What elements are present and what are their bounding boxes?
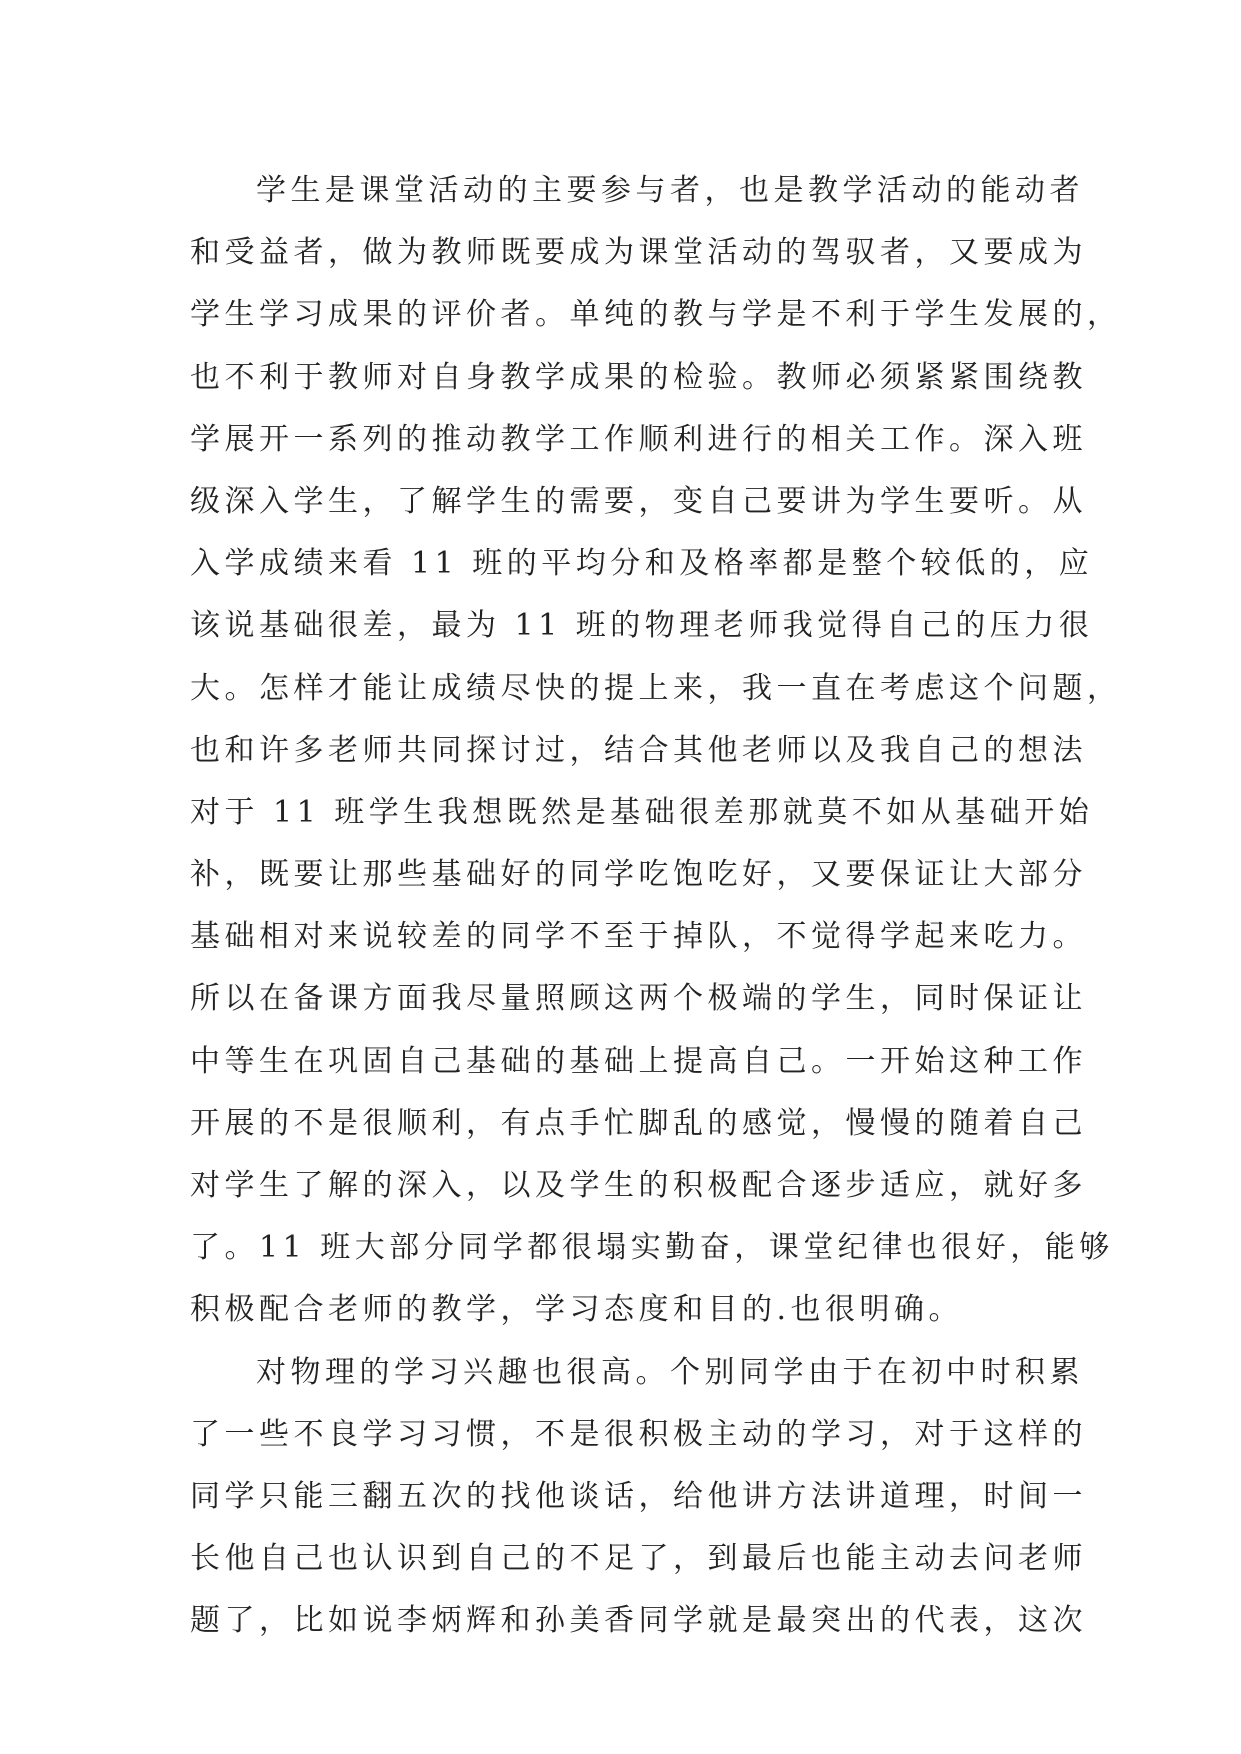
text-line: 该说基础很差，最为 11 班的物理老师我觉得自己的压力很: [190, 608, 1094, 644]
text-line: 基础相对来说较差的同学不至于掉队，不觉得学起来吃力。: [190, 919, 1087, 955]
text-line: 所以在备课方面我尽量照顾这两个极端的学生，同时保证让: [190, 981, 1087, 1017]
text-line: 了一些不良学习习惯，不是很积极主动的学习，对于这样的: [190, 1416, 1087, 1452]
text-line: 补，既要让那些基础好的同学吃饱吃好，又要保证让大部分: [190, 857, 1087, 893]
text-line: 对学生了解的深入，以及学生的积极配合逐步适应，就好多: [190, 1168, 1087, 1203]
text-line: 学生是课堂活动的主要参与者，也是教学活动的能动者: [256, 173, 1084, 208]
text-line: 学生学习成果的评价者。单纯的教与学是不利于学生发展的，: [190, 297, 1122, 333]
text-line: 了。11 班大部分同学都很塌实勤奋，课堂纪律也很好，能够: [190, 1230, 1114, 1266]
body-text: [190, 160, 1122, 1653]
text-line: 长他自己也认识到自己的不足了，到最后也能主动去问老师: [190, 1541, 1087, 1577]
text-line: 入学成绩来看 11 班的平均分和及格率都是整个较低的，应: [190, 546, 1094, 582]
text-line: 中等生在巩固自己基础的基础上提高自己。一开始这种工作: [190, 1043, 1087, 1079]
text-line: 学展开一系列的推动教学工作顺利进行的相关工作。深入班: [190, 421, 1087, 457]
paragraph-1: [190, 160, 1122, 1342]
text-line: 大。怎样才能让成绩尽快的提上来，我一直在考虑这个问题，: [190, 670, 1122, 706]
text-line: 同学只能三翻五次的找他谈话，给他讲方法讲道理，时间一: [190, 1478, 1087, 1514]
text-line: 也和许多老师共同探讨过，结合其他老师以及我自己的想法: [190, 732, 1087, 768]
text-line: 级深入学生，了解学生的需要，变自己要讲为学生要听。从: [190, 483, 1087, 519]
text-line: 题了，比如说李炳辉和孙美香同学就是最突出的代表，这次: [190, 1603, 1087, 1639]
text-line: 开展的不是很顺利，有点手忙脚乱的感觉，慢慢的随着自己: [190, 1105, 1087, 1141]
text-line: 对于 11 班学生我想既然是基础很差那就莫不如从基础开始: [190, 794, 1094, 830]
text-line: 和受益者，做为教师既要成为课堂活动的驾驭者，又要成为: [190, 235, 1087, 271]
text-line: 也不利于教师对自身教学成果的检验。教师必须紧紧围绕教: [190, 359, 1087, 395]
text-line: 对物理的学习兴趣也很高。个别同学由于在初中时积累: [256, 1354, 1084, 1390]
paragraph-2: [190, 1342, 1087, 1653]
text-line: 积极配合老师的教学，学习态度和目的.也很明确。: [190, 1292, 964, 1328]
